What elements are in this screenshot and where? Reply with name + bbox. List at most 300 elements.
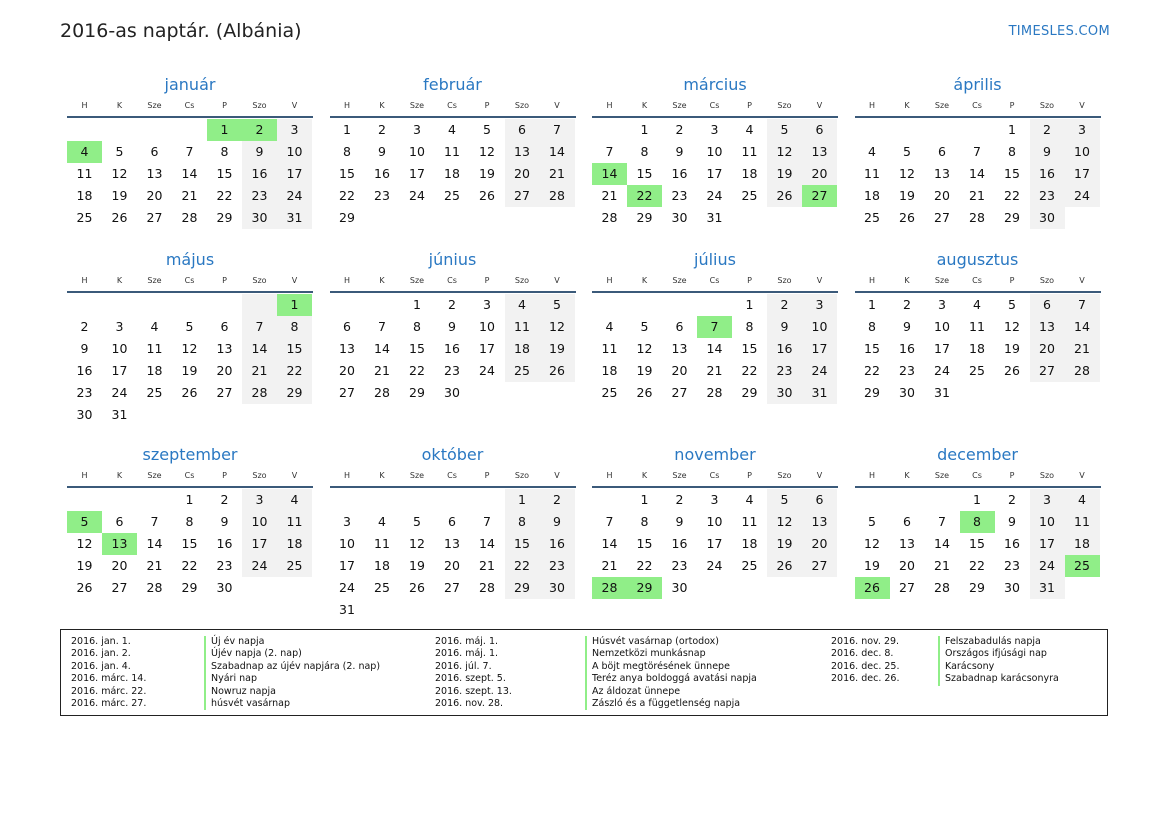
- day-cell: 20: [671, 363, 688, 378]
- day-cell: 4: [745, 122, 754, 137]
- holiday-day: 14: [592, 163, 627, 185]
- holiday-name: Nowruz napja: [204, 686, 276, 698]
- weekday-label: V: [554, 101, 560, 110]
- day-cell: 27: [444, 580, 460, 595]
- day-cell: 15: [409, 341, 425, 356]
- day-cell: 26: [899, 210, 915, 225]
- day-cell: 20: [216, 363, 233, 378]
- day-cell: 24: [479, 363, 495, 378]
- day-cell: 24: [111, 385, 128, 400]
- day-cell: 16: [767, 338, 802, 360]
- empty-cell: [855, 489, 890, 511]
- day-cell: 22: [181, 558, 198, 573]
- day-cell: 6: [343, 319, 351, 334]
- day-cell: 12: [636, 341, 653, 356]
- day-cell: 26: [111, 210, 128, 225]
- day-cell: 29: [969, 580, 985, 595]
- day-cell: 9: [80, 341, 89, 356]
- day-cell: 11: [1065, 511, 1100, 533]
- day-cell: 29: [741, 385, 758, 400]
- day-cell: 13: [802, 141, 837, 163]
- day-cell: 9: [903, 319, 911, 334]
- day-cell: 16: [216, 536, 233, 551]
- weekday-label: Szo: [252, 101, 267, 110]
- weekday-label: P: [1009, 276, 1015, 285]
- day-cell: 8: [640, 144, 649, 159]
- day-cell: 25: [601, 385, 618, 400]
- weekday-label: V: [291, 101, 298, 110]
- day-cell: 20: [899, 558, 915, 573]
- day-cell: 17: [111, 363, 128, 378]
- day-cell: 28: [601, 210, 618, 225]
- weekday-label: Szo: [514, 471, 530, 480]
- day-cell: 16: [76, 363, 93, 378]
- weekday-label: H: [81, 276, 88, 285]
- days-grid: [855, 489, 1101, 599]
- holiday-day: 1: [277, 294, 312, 316]
- day-cell: 25: [864, 210, 880, 225]
- day-cell: 17: [1030, 533, 1065, 555]
- day-cell: 11: [76, 166, 93, 181]
- day-cell: 25: [969, 363, 985, 378]
- day-cell: 8: [1008, 144, 1016, 159]
- day-cell: 8: [505, 511, 540, 533]
- month-name: november: [674, 445, 756, 464]
- holiday-date: 2016. szept. 5.: [435, 673, 506, 685]
- day-cell: 28: [540, 185, 575, 207]
- day-cell: 4: [150, 319, 159, 334]
- weekday-label: P: [222, 471, 227, 480]
- weekday-label: V: [291, 276, 298, 285]
- weekday-header: [592, 271, 838, 293]
- weekday-label: Szo: [252, 471, 267, 480]
- holiday-name: Karácsony: [938, 661, 994, 673]
- day-cell: 27: [802, 555, 837, 577]
- day-cell: 30: [444, 385, 460, 400]
- days-grid: [855, 119, 1101, 229]
- day-cell: 20: [146, 188, 163, 203]
- day-cell: 26: [767, 185, 802, 207]
- day-cell: 16: [1030, 163, 1065, 185]
- day-cell: 15: [505, 533, 540, 555]
- day-cell: 14: [934, 536, 950, 551]
- day-cell: 27: [899, 580, 915, 595]
- day-cell: 2: [540, 489, 575, 511]
- day-cell: 10: [277, 141, 312, 163]
- day-cell: 21: [601, 558, 618, 573]
- day-cell: 19: [181, 363, 198, 378]
- day-cell: 24: [1065, 185, 1100, 207]
- month-11: [592, 444, 838, 619]
- weekday-label: Cs: [184, 276, 195, 285]
- holiday-date: 2016. dec. 8.: [831, 648, 894, 660]
- holiday-name: Nyári nap: [204, 673, 257, 685]
- day-cell: 13: [802, 511, 837, 533]
- weekday-label: Cs: [709, 276, 720, 285]
- holiday-date: 2016. márc. 27.: [71, 698, 147, 709]
- day-cell: 11: [864, 166, 880, 181]
- holiday-date: 2016. jan. 2.: [71, 648, 131, 660]
- day-cell: 29: [1004, 210, 1020, 225]
- day-cell: 10: [409, 144, 425, 159]
- empty-cell: [67, 489, 102, 511]
- day-cell: 26: [409, 580, 425, 595]
- day-cell: 20: [802, 533, 837, 555]
- day-cell: 23: [1030, 185, 1065, 207]
- day-cell: 3: [802, 294, 837, 316]
- day-cell: 22: [409, 363, 425, 378]
- day-cell: 11: [969, 319, 985, 334]
- day-cell: 31: [339, 602, 355, 617]
- day-cell: 24: [802, 360, 837, 382]
- empty-cell: [172, 294, 207, 316]
- weekday-label: Szo: [514, 276, 530, 285]
- day-cell: 9: [675, 144, 684, 159]
- day-cell: 14: [706, 341, 723, 356]
- day-cell: 28: [242, 382, 277, 404]
- month-6: [330, 249, 576, 444]
- weekday-header: [67, 96, 313, 118]
- day-cell: 9: [767, 316, 802, 338]
- day-cell: 10: [706, 514, 723, 529]
- holiday-date: 2016. máj. 1.: [435, 648, 499, 660]
- day-cell: 7: [540, 119, 575, 141]
- holiday-date: 2016. szept. 13.: [435, 685, 512, 697]
- day-cell: 24: [706, 188, 723, 203]
- holiday-name: húsvét vasárnap: [204, 698, 290, 710]
- day-cell: 21: [540, 163, 575, 185]
- day-cell: 13: [671, 341, 688, 356]
- empty-cell: [330, 489, 365, 511]
- weekday-label: Sze: [672, 101, 687, 110]
- day-cell: 27: [146, 210, 163, 225]
- day-cell: 8: [868, 319, 876, 334]
- day-cell: 13: [216, 341, 233, 356]
- day-cell: 17: [479, 341, 495, 356]
- day-cell: 19: [864, 558, 880, 573]
- day-cell: 25: [76, 210, 93, 225]
- weekday-label: Cs: [972, 101, 982, 110]
- day-cell: 3: [242, 489, 277, 511]
- empty-cell: [925, 119, 960, 141]
- month-name: december: [937, 445, 1018, 464]
- weekday-label: Cs: [447, 471, 457, 480]
- day-cell: 10: [242, 511, 277, 533]
- day-cell: 21: [601, 188, 618, 203]
- weekday-header: [592, 96, 838, 118]
- empty-cell: [137, 119, 172, 141]
- weekday-label: V: [291, 471, 298, 480]
- day-cell: 2: [80, 319, 89, 334]
- empty-cell: [102, 489, 137, 511]
- day-cell: 2: [903, 297, 911, 312]
- weekday-label: Sze: [934, 101, 950, 110]
- day-cell: 29: [181, 580, 198, 595]
- weekday-label: Cs: [972, 276, 982, 285]
- day-cell: 15: [636, 166, 653, 181]
- weekday-label: Sze: [409, 101, 425, 110]
- day-cell: 25: [444, 188, 460, 203]
- weekday-label: Cs: [447, 101, 457, 110]
- day-cell: 5: [185, 319, 194, 334]
- day-cell: 21: [374, 363, 390, 378]
- weekday-label: V: [554, 471, 560, 480]
- day-cell: 31: [802, 382, 837, 404]
- empty-cell: [855, 119, 890, 141]
- day-cell: 10: [339, 536, 355, 551]
- day-cell: 26: [76, 580, 93, 595]
- day-cell: 10: [706, 144, 723, 159]
- day-cell: 8: [343, 144, 351, 159]
- day-cell: 1: [413, 297, 421, 312]
- day-cell: 31: [934, 385, 950, 400]
- day-cell: 15: [181, 536, 198, 551]
- day-cell: 2: [767, 294, 802, 316]
- weekday-label: P: [747, 101, 752, 110]
- day-cell: 6: [802, 119, 837, 141]
- weekday-label: K: [904, 101, 910, 110]
- weekday-label: H: [606, 471, 613, 480]
- empty-cell: [365, 294, 400, 316]
- day-cell: 19: [767, 163, 802, 185]
- day-cell: 4: [745, 492, 754, 507]
- day-cell: 19: [111, 188, 128, 203]
- day-cell: 1: [745, 297, 754, 312]
- day-cell: 13: [934, 166, 950, 181]
- day-cell: 15: [277, 338, 312, 360]
- day-cell: 31: [111, 407, 128, 422]
- day-cell: 14: [969, 166, 985, 181]
- holiday-name: Újév napja (2. nap): [204, 648, 302, 660]
- day-cell: 16: [444, 341, 460, 356]
- month-10: [330, 444, 576, 619]
- empty-cell: [592, 294, 627, 316]
- holiday-day: 1: [207, 119, 242, 141]
- day-cell: 14: [540, 141, 575, 163]
- day-cell: 28: [374, 385, 390, 400]
- day-cell: 20: [802, 163, 837, 185]
- day-cell: 22: [216, 188, 233, 203]
- empty-cell: [890, 119, 925, 141]
- day-cell: 17: [242, 533, 277, 555]
- day-cell: 28: [1065, 360, 1100, 382]
- weekday-label: P: [222, 101, 227, 110]
- day-cell: 7: [605, 144, 614, 159]
- day-cell: 24: [242, 555, 277, 577]
- weekday-label: V: [554, 276, 560, 285]
- weekday-label: H: [606, 276, 613, 285]
- month-name: július: [694, 250, 736, 269]
- day-cell: 14: [181, 166, 198, 181]
- day-cell: 30: [76, 407, 93, 422]
- holiday-day: 22: [627, 185, 662, 207]
- weekday-header: [592, 466, 838, 488]
- day-cell: 19: [1004, 341, 1020, 356]
- day-cell: 29: [636, 210, 653, 225]
- empty-cell: [67, 294, 102, 316]
- holiday-day: 25: [1065, 555, 1100, 577]
- weekday-label: K: [904, 471, 910, 480]
- day-cell: 4: [505, 294, 540, 316]
- day-cell: 13: [146, 166, 163, 181]
- weekday-label: Szo: [1039, 471, 1055, 480]
- day-cell: 27: [339, 385, 355, 400]
- day-cell: 18: [741, 536, 758, 551]
- holiday-day: 2: [242, 119, 277, 141]
- day-cell: 9: [378, 144, 386, 159]
- holiday-day: 29: [627, 577, 662, 599]
- holiday-date: 2016. márc. 22.: [71, 685, 147, 697]
- day-cell: 28: [969, 210, 985, 225]
- day-cell: 18: [864, 188, 880, 203]
- weekday-label: Szo: [514, 101, 530, 110]
- day-cell: 26: [636, 385, 653, 400]
- day-cell: 25: [374, 580, 390, 595]
- day-cell: 29: [339, 210, 355, 225]
- day-cell: 21: [1065, 338, 1100, 360]
- day-cell: 7: [378, 319, 386, 334]
- day-cell: 20: [339, 363, 355, 378]
- day-cell: 25: [741, 558, 758, 573]
- holiday-day: 7: [697, 316, 732, 338]
- weekday-label: V: [1079, 471, 1085, 480]
- day-cell: 7: [150, 514, 159, 529]
- weekday-header: [67, 271, 313, 293]
- site-link[interactable]: TIMESLES.COM: [1008, 24, 1110, 39]
- day-cell: 26: [540, 360, 575, 382]
- day-cell: 9: [1030, 141, 1065, 163]
- day-cell: 23: [1004, 558, 1020, 573]
- day-cell: 28: [706, 385, 723, 400]
- day-cell: 4: [1065, 489, 1100, 511]
- weekday-label: K: [904, 276, 910, 285]
- day-cell: 2: [1030, 119, 1065, 141]
- day-cell: 21: [181, 188, 198, 203]
- day-cell: 11: [277, 511, 312, 533]
- day-cell: 19: [409, 558, 425, 573]
- empty-cell: [592, 119, 627, 141]
- day-cell: 17: [339, 558, 355, 573]
- weekday-label: P: [222, 276, 227, 285]
- day-cell: 21: [479, 558, 495, 573]
- weekday-header: [855, 96, 1101, 118]
- empty-cell: [592, 489, 627, 511]
- holiday-day: 28: [592, 577, 627, 599]
- day-cell: 1: [185, 492, 194, 507]
- day-cell: 7: [1065, 294, 1100, 316]
- day-cell: 13: [339, 341, 355, 356]
- day-cell: 3: [115, 319, 124, 334]
- day-cell: 14: [601, 536, 618, 551]
- day-cell: 23: [671, 558, 688, 573]
- day-cell: 9: [1008, 514, 1016, 529]
- month-name: március: [683, 75, 747, 94]
- weekday-label: H: [343, 276, 350, 285]
- day-cell: 12: [540, 316, 575, 338]
- day-cell: 22: [339, 188, 355, 203]
- day-cell: 10: [934, 319, 950, 334]
- day-cell: 21: [146, 558, 163, 573]
- day-cell: 20: [934, 188, 950, 203]
- day-cell: 23: [444, 363, 460, 378]
- day-cell: 31: [277, 207, 312, 229]
- weekday-label: K: [641, 276, 648, 285]
- holiday-legend: [60, 629, 1108, 716]
- day-cell: 8: [185, 514, 194, 529]
- empty-cell: [102, 119, 137, 141]
- day-cell: 1: [868, 297, 876, 312]
- day-cell: 8: [220, 144, 229, 159]
- weekday-label: Szo: [777, 276, 792, 285]
- empty-cell: [365, 489, 400, 511]
- day-cell: 18: [969, 341, 985, 356]
- day-cell: 18: [277, 533, 312, 555]
- day-cell: 4: [605, 319, 614, 334]
- day-cell: 18: [601, 363, 618, 378]
- holiday-date: 2016. júl. 7.: [435, 660, 492, 672]
- day-cell: 27: [934, 210, 950, 225]
- day-cell: 9: [242, 141, 277, 163]
- weekday-label: V: [1079, 276, 1085, 285]
- day-cell: 24: [409, 188, 425, 203]
- day-cell: 22: [277, 360, 312, 382]
- day-cell: 26: [479, 188, 495, 203]
- day-cell: 28: [934, 580, 950, 595]
- day-cell: 7: [185, 144, 194, 159]
- day-cell: 10: [1030, 511, 1065, 533]
- day-cell: 30: [242, 207, 277, 229]
- weekday-label: P: [484, 276, 490, 285]
- holiday-name: Nemzetközi munkásnap: [585, 648, 706, 660]
- weekday-label: H: [868, 101, 875, 110]
- day-cell: 11: [741, 514, 758, 529]
- day-cell: 13: [1030, 316, 1065, 338]
- weekday-label: K: [116, 276, 123, 285]
- day-cell: 23: [899, 363, 915, 378]
- day-cell: 25: [277, 555, 312, 577]
- empty-cell: [435, 489, 470, 511]
- day-cell: 29: [864, 385, 880, 400]
- empty-cell: [102, 294, 137, 316]
- day-cell: 15: [741, 341, 758, 356]
- weekday-label: Sze: [934, 471, 950, 480]
- day-cell: 17: [934, 341, 950, 356]
- weekday-label: Cs: [184, 101, 195, 110]
- day-cell: 16: [242, 163, 277, 185]
- day-cell: 11: [374, 536, 390, 551]
- days-grid: [592, 294, 838, 404]
- weekday-label: Szo: [1039, 276, 1055, 285]
- empty-cell: [207, 294, 242, 316]
- day-cell: 15: [216, 166, 233, 181]
- weekday-label: K: [116, 471, 123, 480]
- day-cell: 16: [540, 533, 575, 555]
- day-cell: 4: [868, 144, 876, 159]
- day-cell: 30: [671, 580, 688, 595]
- day-cell: 6: [115, 514, 124, 529]
- day-cell: 25: [741, 188, 758, 203]
- day-cell: 12: [767, 141, 802, 163]
- day-cell: 3: [277, 119, 312, 141]
- day-cell: 11: [741, 144, 758, 159]
- day-cell: 27: [671, 385, 688, 400]
- holiday-date: 2016. márc. 14.: [71, 673, 147, 685]
- day-cell: 15: [339, 166, 355, 181]
- day-cell: 18: [76, 188, 93, 203]
- day-cell: 26: [767, 555, 802, 577]
- weekday-label: Sze: [672, 471, 687, 480]
- day-cell: 1: [640, 492, 649, 507]
